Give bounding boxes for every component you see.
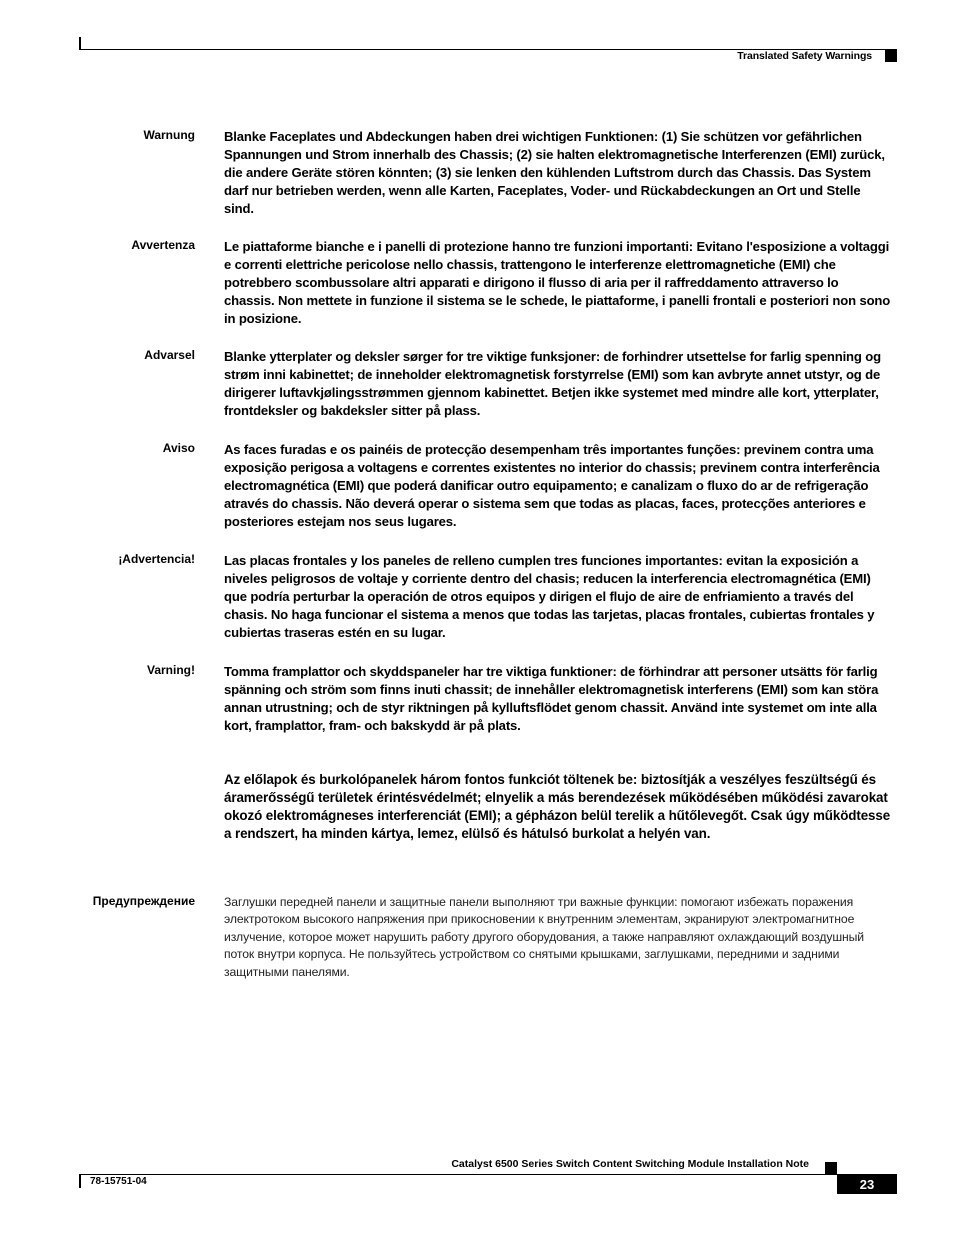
footer-marker-block: [825, 1162, 837, 1174]
running-header-title: Translated Safety Warnings: [737, 50, 872, 62]
warning-text: As faces furadas e os painéis de protecção desempenham três importantes funções: previnem contra uma exposição perigosa a voltagens e correntes existentes no interior do chassis; previnem contra interferência electromagnética (EMI) que poderá danificar outro equipamento; e canalizam o fluxo do ar de refrigeração através do chassis. Não deverá operar o sistema sem que todas as placas, faces, protecções anteriores e posteriores estejam nos seus lugares.: [224, 442, 880, 529]
footer-document-title: Catalyst 6500 Series Switch Content Switching Module Installation Note: [451, 1158, 809, 1170]
warning-label: Warnung: [143, 128, 195, 142]
warning-label: Aviso: [162, 441, 195, 455]
warning-text: Las placas frontales y los paneles de relleno cumplen tres funciones importantes: evitan la exposición a niveles peligrosos de voltaje y corriente dentro del chasis; reducen la interferencia electromagnética (EMI) que podría perturbar la operación de otros equipos y dirigen el flujo de aire de enfriamiento a través del chasis. No haga funcionar el sistema a menos que todas las tarjetas, placas frontales, cubiertas frontales y cubiertas traseras estén en su lugar.: [224, 553, 875, 640]
warning-text: Blanke Faceplates und Abdeckungen haben drei wichtigen Funktionen: (1) Sie schützen vor gefährlichen Spannungen und Strom innerhalb des Chassis; (2) sie halten elektromagnetische Interferenzen (EMI) zurück, die andere Geräte stören könnten; (3) sie lenken den kühlenden Luftstrom durch das Chassis. Das System darf nur betrieben werden, wenn alle Karten, Faceplates, Voder- und Rückabdeckungen an Ort und Stelle sind.: [224, 129, 885, 216]
footer-doc-number: 78-15751-04: [90, 1176, 147, 1187]
warning-text: Blanke ytterplater og deksler sørger for tre viktige funksjoner: de forhindrer utsettelse for farlig spenning og strøm inni kabinettet; de inneholder elektromagnetisk forstyrrelse (EMI) som kan avbryte annet utstyr, og de dirigerer luftavkjølingsstrømmen gjennom kabinettet. Betjen ikke systemet med mindre alle kort, ytterplater, frontdeksler og bakdeksler sitter på plass.: [224, 349, 881, 418]
warning-label: Advarsel: [144, 348, 195, 362]
warning-label: Avvertenza: [131, 238, 195, 252]
header-marker-block: [885, 50, 897, 62]
warning-label: Предупреждение: [92, 894, 195, 908]
warning-text: Заглушки передней панели и защитные панели выполняют три важные функции: помогают избежать поражения электротоком высокого напряжения при прикосновении к внутренним элементам, экранируют электромагнитное излучение, которое может нарушить работу другого оборудования, а также направляют охлаждающий воздушный поток внутри корпуса. Не пользуйтесь устройством со снятыми крышками, заглушками, передними и задними защитными панелями.: [224, 895, 864, 979]
warning-text: Le piattaforme bianche e i panelli di protezione hanno tre funzioni importanti: Evitano l'esposizione a voltaggi e correnti elettriche pericolose nello chassis, trattengono le interferenze elettromagnetiche (EMI) che potrebbero scombussolare altri apparati e dirigono il flusso di aria per il raffreddamento attraverso lo chassis. Non mettete in funzione il sistema se le schede, le piattaforme, i panelli frontali e posteriori non sono in posizione.: [224, 239, 891, 326]
warning-text: Tomma framplattor och skyddspaneler har tre viktiga funktioner: de förhindrar att personer utsätts för farlig spänning och ström som finns inuti chassit; de innehåller elektromagnetisk interferens (EMI) som kan störa annan utrustning; och de styr riktningen på kylluftsflödet genom chassit. Använd inte systemet om inte alla kort, framplattor, fram- och bakskydd är på plats.: [224, 664, 879, 733]
footer-rule: [79, 1174, 897, 1175]
footer-crop-mark: [79, 1174, 81, 1188]
warning-label: ¡Advertencia!: [118, 552, 195, 566]
warning-text: Az előlapok és burkolópanelek három fontos funkciót töltenek be: biztosítják a veszélyes feszültségű és áramerősségű területek érintésvédelmét; elnyelik a más berendezések működésében működési zavarokat okozó elektromágneses interferenciát (EMI); a gépházon belül terelik a hűtőlevegőt. Csak úgy működtesse a rendszert, ha minden kártya, lemez, elülső és hátulsó burkolat a helyén van.: [224, 772, 891, 841]
warning-label: Varning!: [146, 663, 195, 677]
page-number: 23: [837, 1175, 897, 1194]
